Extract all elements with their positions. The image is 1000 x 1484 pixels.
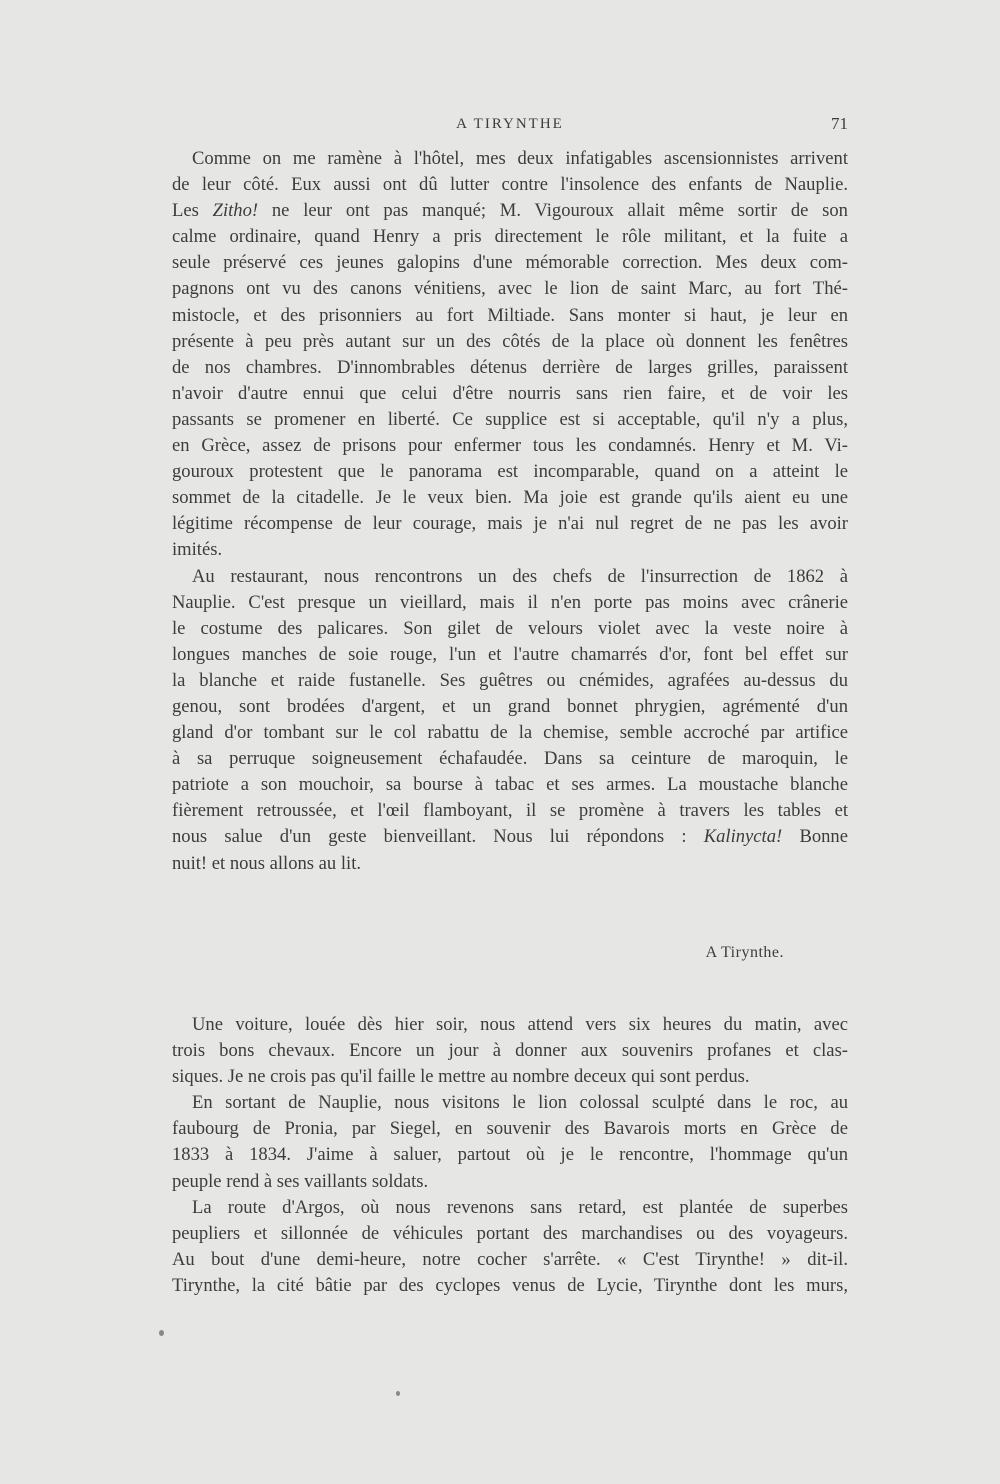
text-line: patriote a son mouchoir, sa bourse à tabac et ses armes. La moustache blanche bbox=[172, 774, 848, 796]
text-span: Les bbox=[172, 200, 213, 222]
text-line: seule préservé ces jeunes galopins d'une mémorable correction. Mes deux com- bbox=[172, 252, 848, 274]
text-line: Comme on me ramène à l'hôtel, mes deux infatigables ascensionnistes arrivent bbox=[192, 148, 848, 169]
paragraph bbox=[172, 1012, 848, 1090]
text-line: présente à peu près autant sur un des côtés de la place où donnent les fenêtres bbox=[172, 330, 848, 352]
text-line: 1833 à 1834. J'aime à saluer, partout où je le rencontre, l'hommage qu'un bbox=[172, 1144, 848, 1166]
italic-word: Kalinycta! bbox=[703, 826, 783, 848]
ink-speck bbox=[396, 1391, 400, 1396]
text-line: La route d'Argos, où nous revenons sans retard, est plantée de superbes bbox=[192, 1196, 848, 1218]
paragraph bbox=[172, 1195, 848, 1299]
text-line: le costume des palicares. Son gilet de velours violet avec la veste noire à bbox=[172, 617, 848, 639]
text-line: genou, sont brodées d'argent, et un grand bonnet phrygien, agrémenté d'un bbox=[172, 695, 848, 717]
text-line: Une voiture, louée dès hier soir, nous attend vers six heures du matin, avec bbox=[192, 1014, 848, 1035]
text-line: longues manches de soie rouge, l'un et l'autre chamarrés d'or, font bel effet sur bbox=[172, 643, 848, 665]
text-line: calme ordinaire, quand Henry a pris directement le rôle militant, et la fuite a bbox=[172, 226, 848, 248]
text-line: en Grèce, assez de prisons pour enfermer tous les condamnés. Henry et M. Vi- bbox=[172, 435, 848, 457]
text-block-upper bbox=[172, 146, 848, 877]
text-line: faubourg de Pronia, par Siegel, en souvenir des Bavarois morts en Grèce de bbox=[172, 1118, 848, 1140]
text-line: peuple rend à ses vaillants soldats. bbox=[172, 1170, 429, 1192]
text-line: imités. bbox=[172, 539, 223, 561]
section-heading: A Tirynthe. bbox=[705, 944, 784, 961]
text-line: gland d'or tombant sur le col rabattu de la chemise, semble accroché par artifice bbox=[172, 722, 848, 744]
text-line: n'avoir d'autre ennui que celui d'être nourris sans rien faire, et de voir les bbox=[172, 382, 848, 404]
text-line: à sa perruque soigneusement échafaudée. Dans sa ceinture de maroquin, le bbox=[172, 748, 848, 770]
text-line: nuit! et nous allons au lit. bbox=[172, 852, 362, 874]
paragraph bbox=[172, 146, 848, 564]
italic-word: Zitho! bbox=[212, 200, 259, 222]
text-line: trois bons chevaux. Encore un jour à donner aux souvenirs profanes et clas- bbox=[172, 1040, 848, 1062]
text-line bbox=[172, 824, 848, 850]
running-title: A TIRYNTHE bbox=[456, 116, 564, 132]
text-line: En sortant de Nauplie, nous visitons le lion colossal sculpté dans le roc, au bbox=[192, 1092, 848, 1114]
text-line: Au bout d'une demi-heure, notre cocher s'arrête. « C'est Tirynthe! » dit-il. bbox=[172, 1248, 848, 1270]
text-line: sommet de la citadelle. Je le veux bien. Ma joie est grande qu'ils aient eu une bbox=[172, 487, 848, 509]
ink-speck bbox=[159, 1330, 164, 1336]
text-line: passants se promener en liberté. Ce supplice est si acceptable, qu'il n'y a plus, bbox=[172, 408, 848, 430]
text-line: pagnons ont vu des canons vénitiens, avec le lion de saint Marc, au fort Thé- bbox=[172, 278, 848, 300]
page-header bbox=[172, 112, 848, 138]
text-line: légitime récompense de leur courage, mais je n'ai nul regret de ne pas les avoir bbox=[172, 513, 848, 535]
text-line: de nos chambres. D'innombrables détenus derrière de larges grilles, paraissent bbox=[172, 356, 848, 378]
text-line: de leur côté. Eux aussi ont dû lutter contre l'insolence des enfants de Nauplie. bbox=[172, 174, 848, 196]
text-line: siques. Je ne crois pas qu'il faille le mettre au nombre deceux qui sont perdus. bbox=[172, 1066, 750, 1088]
text-line: fièrement retroussée, et l'œil flamboyant, il se promène à travers les tables et bbox=[172, 800, 848, 822]
text-line: mistocle, et des prisonniers au fort Miltiade. Sans monter si haut, je leur en bbox=[172, 304, 848, 326]
page-number: 71 bbox=[831, 114, 848, 133]
text-span: ne leur ont pas manqué; M. Vigouroux allait même sortir de son bbox=[258, 200, 848, 222]
text-span: Bonne bbox=[782, 826, 848, 848]
text-block-lower bbox=[172, 1012, 848, 1299]
text-line: Nauplie. C'est presque un vieillard, mais il n'en porte pas moins avec crânerie bbox=[172, 591, 848, 613]
paragraph bbox=[172, 564, 848, 877]
paragraph bbox=[172, 1090, 848, 1194]
text-line: Tirynthe, la cité bâtie par des cyclopes venus de Lycie, Tirynthe dont les murs, bbox=[172, 1274, 848, 1296]
text-line: la blanche et raide fustanelle. Ses guêtres ou cnémides, agrafées au-dessus du bbox=[172, 669, 848, 691]
text-line: Au restaurant, nous rencontrons un des chefs de l'insurrection de 1862 à bbox=[192, 565, 848, 587]
text-span: nous salue d'un geste bienveillant. Nous lui répondons : bbox=[172, 826, 704, 848]
text-line: gouroux protestent que le panorama est incomparable, quand on a atteint le bbox=[172, 461, 848, 483]
text-line bbox=[172, 198, 848, 224]
text-line: peupliers et sillonnée de véhicules portant des marchandises ou des voyageurs. bbox=[172, 1222, 848, 1244]
